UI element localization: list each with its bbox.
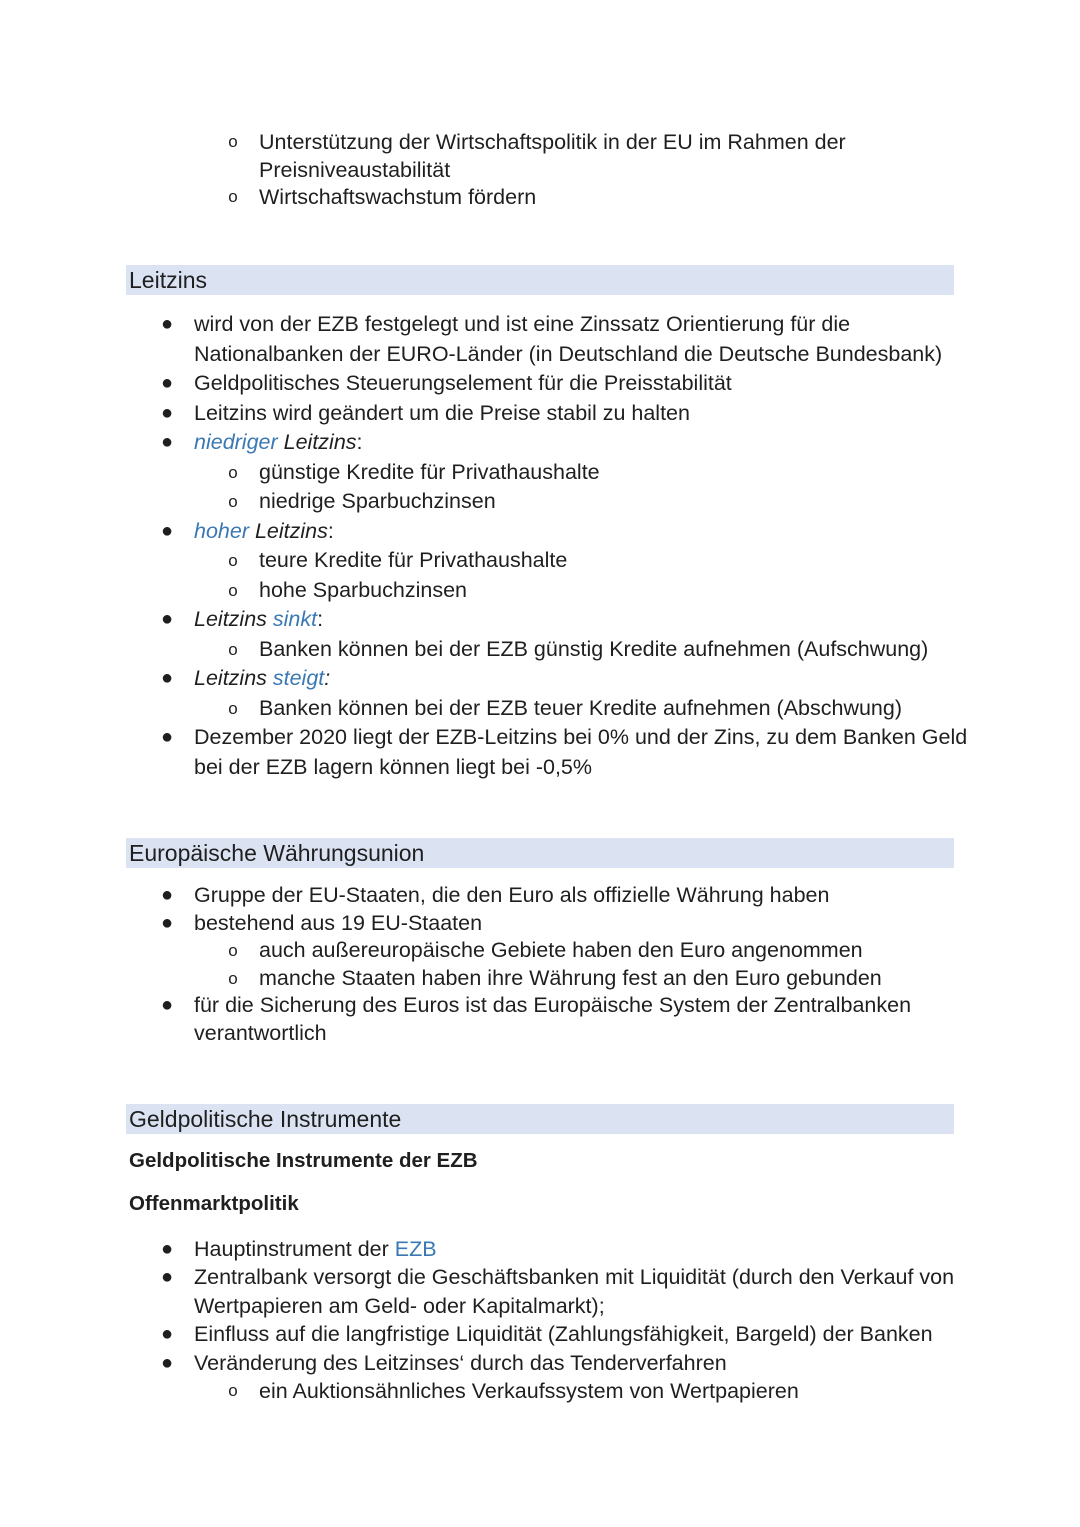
list-item: ● Leitzins wird geändert um die Preise stabil zu halten <box>0 399 1080 429</box>
list-item: o Wirtschaftswachstum fördern <box>0 183 1080 211</box>
sub-bullet-icon: o <box>228 132 238 151</box>
section-heading-instrumente: Geldpolitische Instrumente <box>126 1104 954 1134</box>
sub-bullet-icon: o <box>228 580 238 600</box>
bullet-icon: ● <box>160 1238 174 1260</box>
sub-bullet-icon: o <box>228 968 238 988</box>
list-item: ● Leitzins sinkt: <box>0 605 1080 635</box>
bullet-icon: ● <box>160 519 174 542</box>
sub-bullet-icon: o <box>228 492 238 511</box>
highlight-term: sinkt <box>272 607 318 631</box>
bullet-icon: ● <box>160 401 174 424</box>
list-item: o Unterstützung der Wirtschaftspolitik in der EU im Rahmen der Preisniveaustabilität <box>0 128 1080 184</box>
list-item: o Banken können bei der EZB günstig Kredite aufnehmen (Aufschwung) <box>0 635 1080 665</box>
list-item: ● Gruppe der EU-Staaten, die den Euro als offizielle Währung haben <box>0 882 1080 910</box>
waehrungsunion-list <box>0 882 1080 1048</box>
bullet-icon: ● <box>160 667 174 689</box>
bullet-icon: ● <box>160 313 174 335</box>
sub-bullet-icon: o <box>228 1381 238 1401</box>
list-item: ● Veränderung des Leitzinses‘ durch das Tenderverfahren <box>0 1349 1080 1377</box>
bullet-icon: ● <box>160 372 174 394</box>
bullet-icon: ● <box>160 726 174 748</box>
sub-bullet-icon: o <box>228 639 238 659</box>
sub-bullet-icon: o <box>228 187 238 206</box>
bullet-icon: ● <box>160 884 174 906</box>
ezb-link[interactable]: EZB <box>394 1237 437 1261</box>
list-item: o teure Kredite für Privathaushalte <box>0 546 1080 576</box>
list-item: o auch außereuropäische Gebiete haben den Euro angenommen <box>0 937 1080 965</box>
sub-bullet-icon: o <box>228 698 238 718</box>
list-item: ● niedriger Leitzins: <box>0 428 1080 458</box>
list-item: o manche Staaten haben ihre Währung fest an den Euro gebunden <box>0 965 1080 993</box>
bullet-icon: ● <box>160 911 174 934</box>
top-list <box>0 128 1080 211</box>
list-item: o hohe Sparbuchzinsen <box>0 576 1080 606</box>
highlight-term: hoher <box>194 518 249 543</box>
subheading-instrumente-ezb: Geldpolitische Instrumente der EZB <box>129 1149 478 1172</box>
list-item: ● Dezember 2020 liegt der EZB-Leitzins bei 0% und der Zins, zu dem Banken Geld bei der EZB lagern können liegt bei -0,5% <box>160 725 968 779</box>
subheading-offenmarktpolitik: Offenmarktpolitik <box>129 1192 299 1215</box>
highlight-term: steigt <box>272 666 325 690</box>
list-item: ● Hauptinstrument der EZB <box>0 1235 1080 1263</box>
bullet-icon: ● <box>160 1351 174 1374</box>
bullet-icon: ● <box>160 608 174 630</box>
bullet-icon: ● <box>160 1323 174 1346</box>
leitzins-list <box>0 310 1080 782</box>
list-item: o Banken können bei der EZB teuer Kredite aufnehmen (Abschwung) <box>0 694 1080 724</box>
list-item: ● Leitzins steigt: <box>0 664 1080 694</box>
list-item: o ein Auktionsähnliches Verkaufssystem von Wertpapieren <box>0 1377 1080 1405</box>
bullet-icon: ● <box>160 994 174 1017</box>
list-item: o niedrige Sparbuchzinsen <box>0 487 1080 517</box>
list-item: ● Geldpolitisches Steuerungselement für die Preisstabilität <box>0 369 1080 399</box>
sub-bullet-icon: o <box>228 941 238 961</box>
list-item: ● wird von der EZB festgelegt und ist eine Zinssatz Orientierung für die Nationalbanken der EURO-Länder (in Deutschland die Deutsche Bundesbank) <box>160 312 943 366</box>
list-item: ● für die Sicherung des Euros ist das Europäische System der Zentralbanken verantwortlich <box>160 993 912 1045</box>
sub-bullet-icon: o <box>228 462 238 482</box>
section-heading-waehrungsunion: Europäische Währungsunion <box>126 838 954 868</box>
sub-bullet-icon: o <box>228 551 238 570</box>
list-item: ● bestehend aus 19 EU-Staaten <box>0 910 1080 938</box>
bullet-icon: ● <box>160 431 174 453</box>
list-item: o günstige Kredite für Privathaushalte <box>0 458 1080 488</box>
list-item: ● Zentralbank versorgt die Geschäftsbanken mit Liquidität (durch den Verkauf von Wertpapieren am Geld- oder Kapitalmarkt); <box>160 1265 955 1318</box>
list-item: ● Einfluss auf die langfristige Liquidität (Zahlungsfähigkeit, Bargeld) der Banken <box>0 1320 1080 1348</box>
list-item: ● hoher Leitzins: <box>0 517 1080 547</box>
bullet-icon: ● <box>160 1266 174 1289</box>
section-heading-leitzins: Leitzins <box>126 265 954 295</box>
highlight-term: niedriger <box>194 430 278 454</box>
instrumente-list <box>0 1235 1080 1405</box>
